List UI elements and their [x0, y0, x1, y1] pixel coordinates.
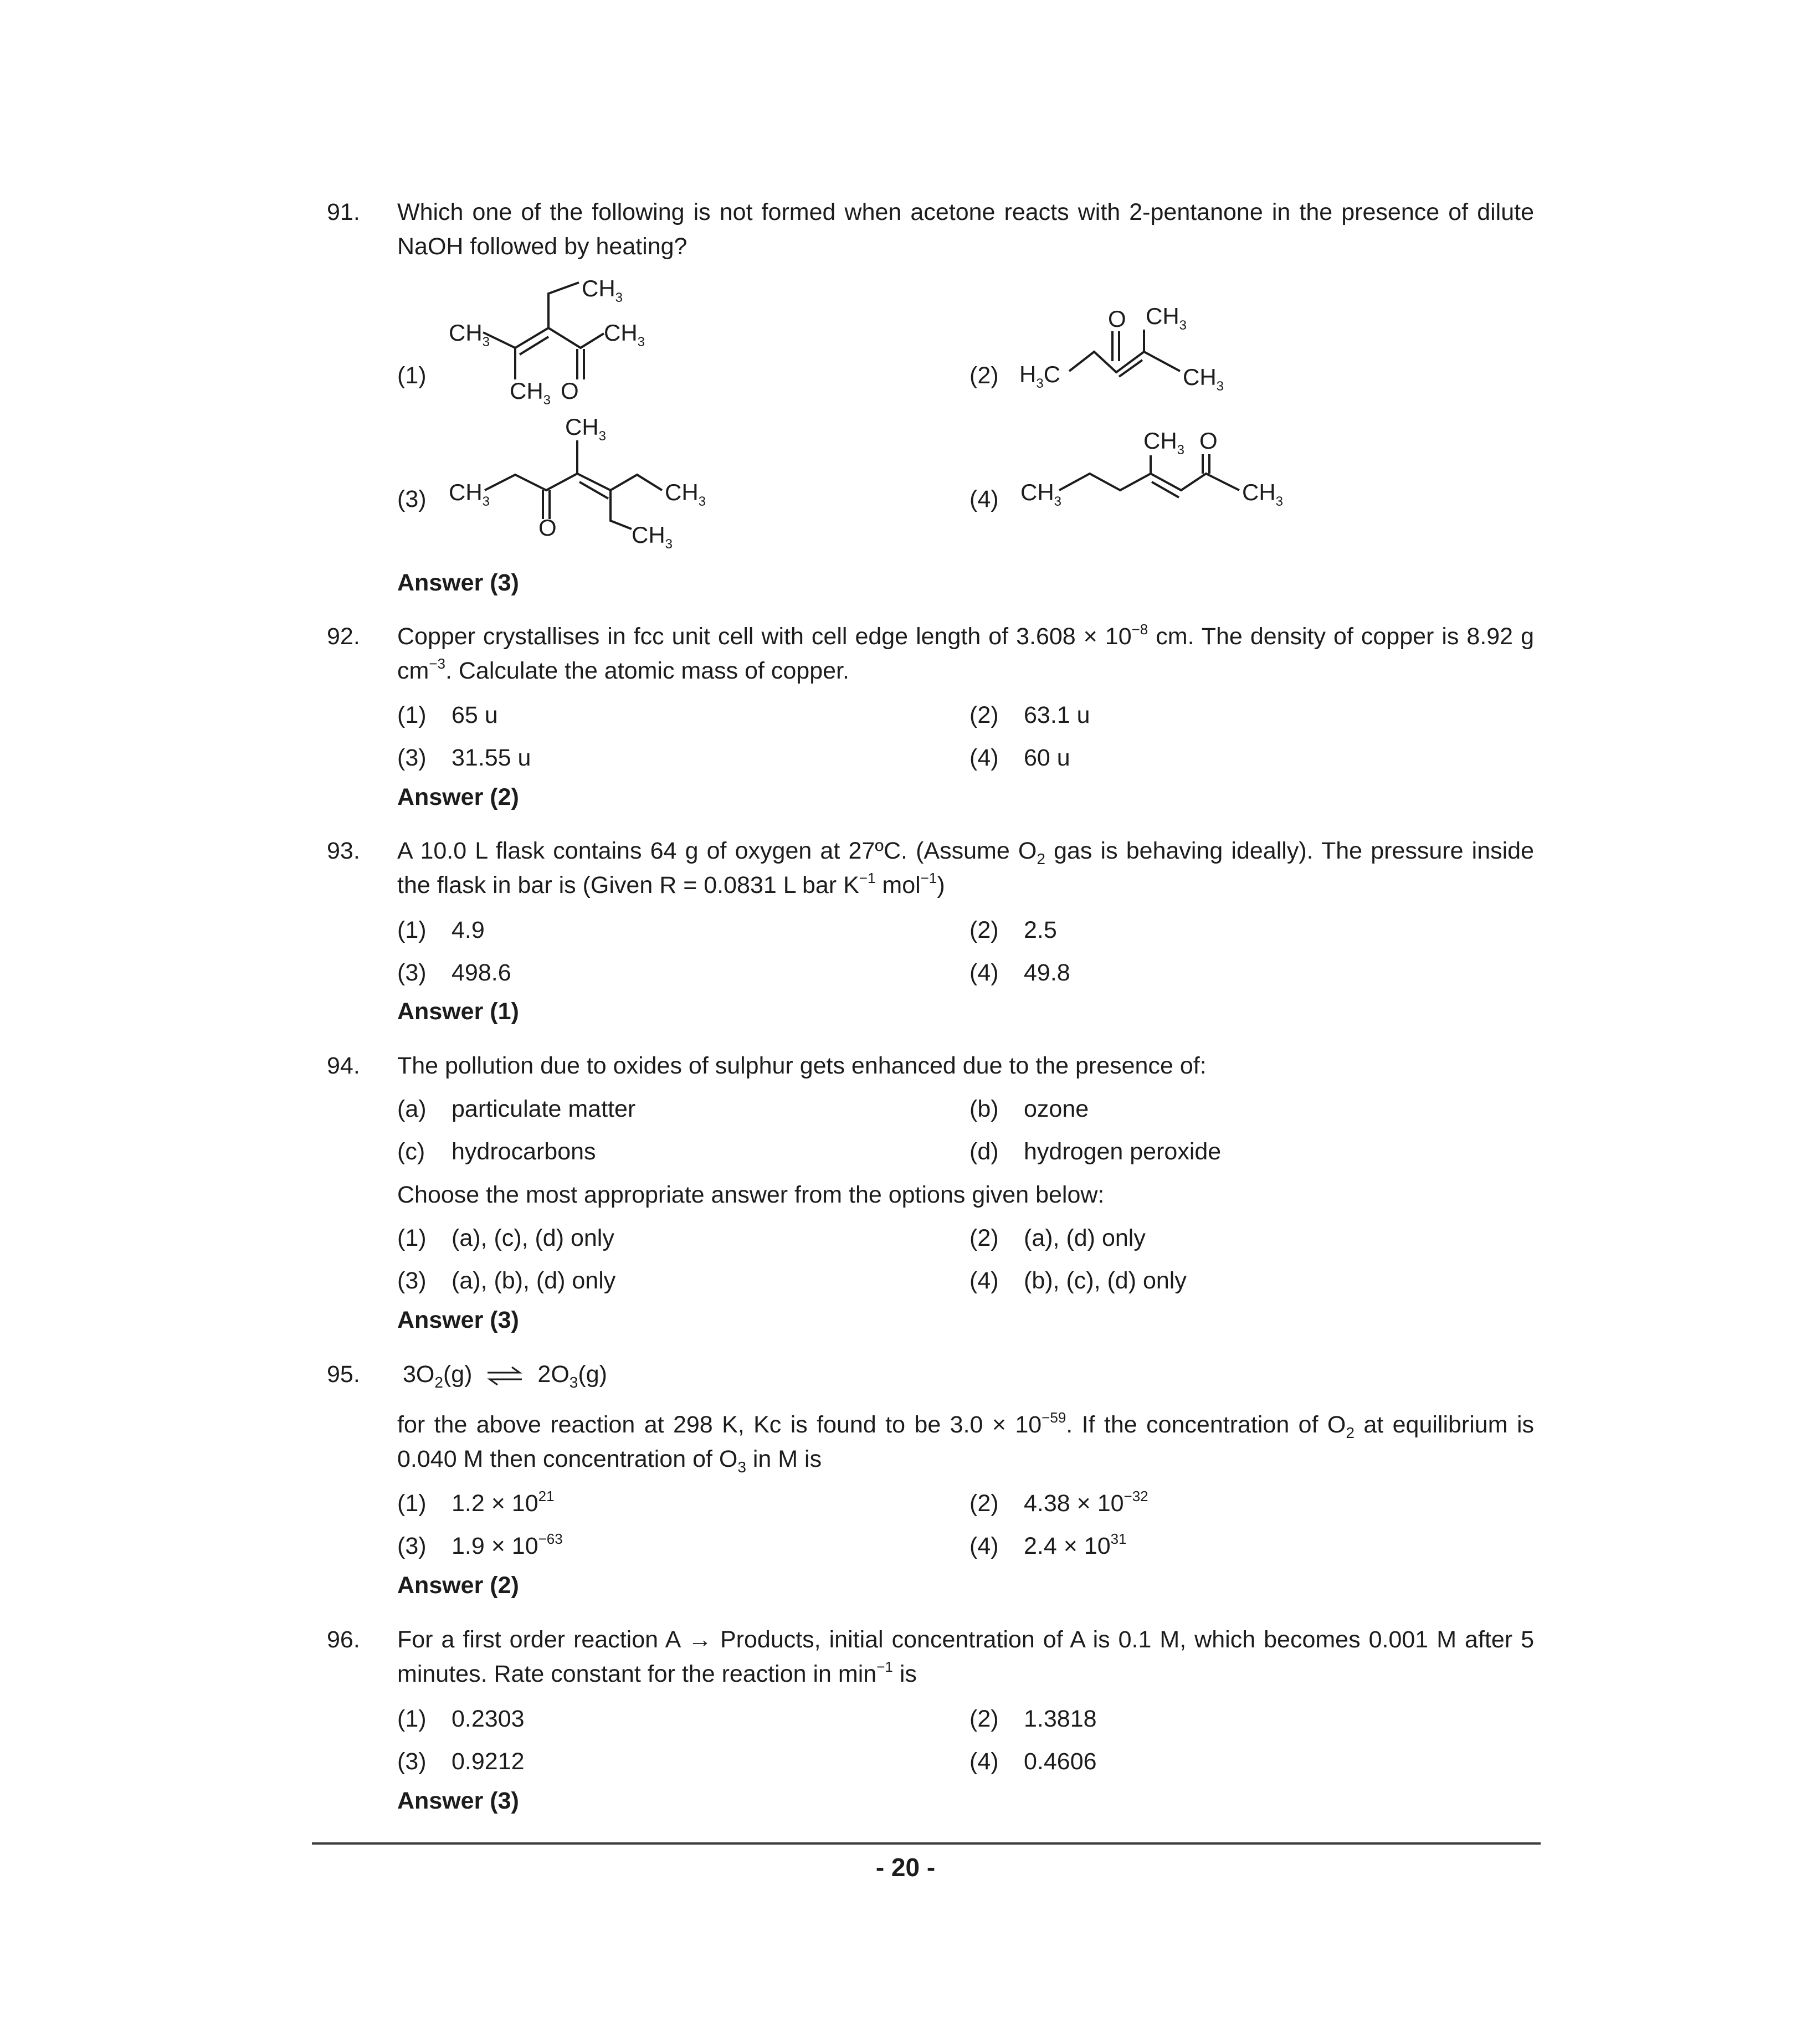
question-text: Which one of the following is not formed when acetone reacts with 2-pentanone in the presence of dilute NaOH followed by heating?	[397, 199, 1534, 260]
answer-91: Answer (3)	[397, 569, 519, 596]
svg-text:CH3: $CH_3$	[604, 320, 645, 350]
svg-text:CH3: $CH_3$	[1020, 479, 1062, 509]
question-number: 92.	[327, 623, 360, 650]
ch3-label: CH	[449, 320, 483, 346]
hydrogen-label: H	[1019, 361, 1037, 387]
structure-1-svg	[438, 266, 726, 415]
ch3-label: CH	[665, 479, 699, 505]
option-1: (1) 0.2303	[397, 1706, 525, 1732]
option-3: (3) (a), (b), (d) only	[397, 1267, 616, 1294]
item-b: (b) ozone	[969, 1096, 1089, 1122]
option-4: (4) 49.8	[969, 959, 1070, 986]
structure-option-3	[449, 413, 737, 559]
structure-2-svg	[1019, 299, 1263, 404]
ch3-label: CH	[1146, 303, 1179, 329]
svg-text:CH3: $CH_3$	[1146, 303, 1187, 333]
choose-prompt: Choose the most appropriate answer from the options given below:	[397, 1182, 1105, 1208]
answer-95: Answer (2)	[397, 1572, 519, 1599]
question-text: For a first order reaction A → Products, initial concentration of A is 0.1 M, which becomes 0.001 M after 5 minutes. Rate constant for the reaction in $\min^{-1}$ is	[397, 1626, 1534, 1687]
ch3-label: CH	[449, 479, 483, 505]
structure-option-4	[1020, 427, 1309, 523]
option-1: (1) $1.2 \times 10^{21}$	[397, 1488, 555, 1517]
question-text: Copper crystallises in fcc unit cell with cell edge length of $3.608 \times 10^{-8}$ cm. The density of copper is 8.92 g $cm^{-3}$. Calculate the atomic mass of copper.	[397, 621, 1534, 684]
question-text: A 10.0 L flask contains 64 g of oxygen at 27ºC. (Assume $O_2$ gas is behaving ideally). The pressure inside the flask in bar is (Given R = 0.0831 L bar $K^{-1}$ mol$^{-1}$)	[397, 838, 1534, 898]
oxygen-label: O	[561, 378, 579, 404]
svg-text:CH3: $CH_3$	[565, 414, 607, 444]
structure-option-1	[438, 266, 726, 418]
ch3-label: CH	[632, 522, 665, 548]
oxygen-label: O	[1199, 428, 1218, 454]
item-c: (c) hydrocarbons	[397, 1138, 596, 1165]
svg-text:CH3: $CH_3$	[665, 479, 706, 509]
q91-option-label-3: (3)	[397, 486, 427, 512]
answer-94: Answer (3)	[397, 1307, 519, 1333]
q91-option-label-1: (1)	[397, 362, 427, 389]
svg-text:CH3: $CH_3$	[510, 378, 551, 408]
ch3-label: CH	[565, 414, 599, 440]
option-4: (4) $2.4 \times 10^{31}$	[969, 1531, 1127, 1559]
page-number: - 20 -	[875, 1853, 936, 1882]
question-number: 93.	[327, 838, 360, 864]
question-text: for the above reaction at 298 K, Kc is found to be $3.0 \times 10^{-59}$. If the concentration of $O_2$ at equilibrium is 0.040 M then concentration of $O_3$ in M is	[397, 1409, 1534, 1476]
q91-option-label-4: (4)	[969, 486, 999, 512]
ch3-label: CH	[604, 320, 638, 346]
oxygen-label: O	[538, 515, 557, 541]
structure-4-svg	[1020, 427, 1309, 521]
option-2: (2) 63.1 u	[969, 702, 1090, 728]
option-3: (3) $1.9 \times 10^{-63}$	[397, 1531, 563, 1559]
answer-93: Answer (1)	[397, 998, 519, 1025]
option-3: (3) 31.55 u	[397, 744, 531, 771]
ch3-label: CH	[1242, 479, 1276, 505]
equation: $3O_2(g)$ $2O_3(g)$	[403, 1361, 607, 1391]
option-2: (2) 2.5	[969, 917, 1057, 943]
question-number: 94.	[327, 1052, 360, 1079]
option-3: (3) 0.9212	[397, 1748, 525, 1775]
ch3-label: CH	[1183, 364, 1217, 390]
q91-option-label-2: (2)	[969, 362, 999, 389]
svg-text:CH3: $CH_3$	[1183, 364, 1224, 394]
oxygen-label: O	[1108, 306, 1126, 332]
footer-divider	[312, 1842, 1541, 1845]
option-1: (1) (a), (c), (d) only	[397, 1225, 614, 1251]
option-2: (2) 1.3818	[969, 1706, 1097, 1732]
option-2: (2) (a), (d) only	[969, 1225, 1146, 1251]
option-4: (4) 0.4606	[969, 1748, 1097, 1775]
option-1: (1) 65 u	[397, 702, 498, 728]
svg-text:CH3: $CH_3$	[632, 522, 673, 552]
item-a: (a) particulate matter	[397, 1096, 636, 1122]
svg-text:CH3: $CH_3$	[582, 275, 623, 305]
structure-3-svg	[449, 413, 737, 557]
svg-text:CH3: $CH_3$	[449, 320, 490, 350]
item-d: (d) hydrogen peroxide	[969, 1138, 1222, 1165]
svg-text:H3C: $H_3C$	[1019, 361, 1061, 391]
option-3: (3) 498.6	[397, 959, 511, 986]
ch3-label: CH	[1020, 479, 1054, 505]
ch3-label: CH	[582, 275, 615, 301]
ch3-label: CH	[1143, 428, 1177, 454]
svg-text:CH3: $CH_3$	[449, 479, 490, 509]
option-2: (2) $4.38 \times 10^{-32}$	[969, 1488, 1148, 1517]
question-number: 91.	[327, 199, 360, 225]
svg-text:CH3: $CH_3$	[1143, 428, 1185, 458]
option-4: (4) 60 u	[969, 744, 1070, 771]
answer-92: Answer (2)	[397, 784, 519, 810]
question-number: 96.	[327, 1626, 360, 1653]
question-number: 95.	[327, 1361, 360, 1388]
option-4: (4) (b), (c), (d) only	[969, 1267, 1187, 1294]
equilibrium-arrow-icon	[485, 1365, 524, 1387]
structure-option-2	[1019, 299, 1263, 407]
ch3-label: CH	[510, 378, 543, 404]
answer-96: Answer (3)	[397, 1788, 519, 1814]
option-1: (1) 4.9	[397, 917, 485, 943]
question-text: The pollution due to oxides of sulphur gets enhanced due to the presence of:	[397, 1052, 1207, 1079]
svg-text:CH3: $CH_3$	[1242, 479, 1284, 509]
